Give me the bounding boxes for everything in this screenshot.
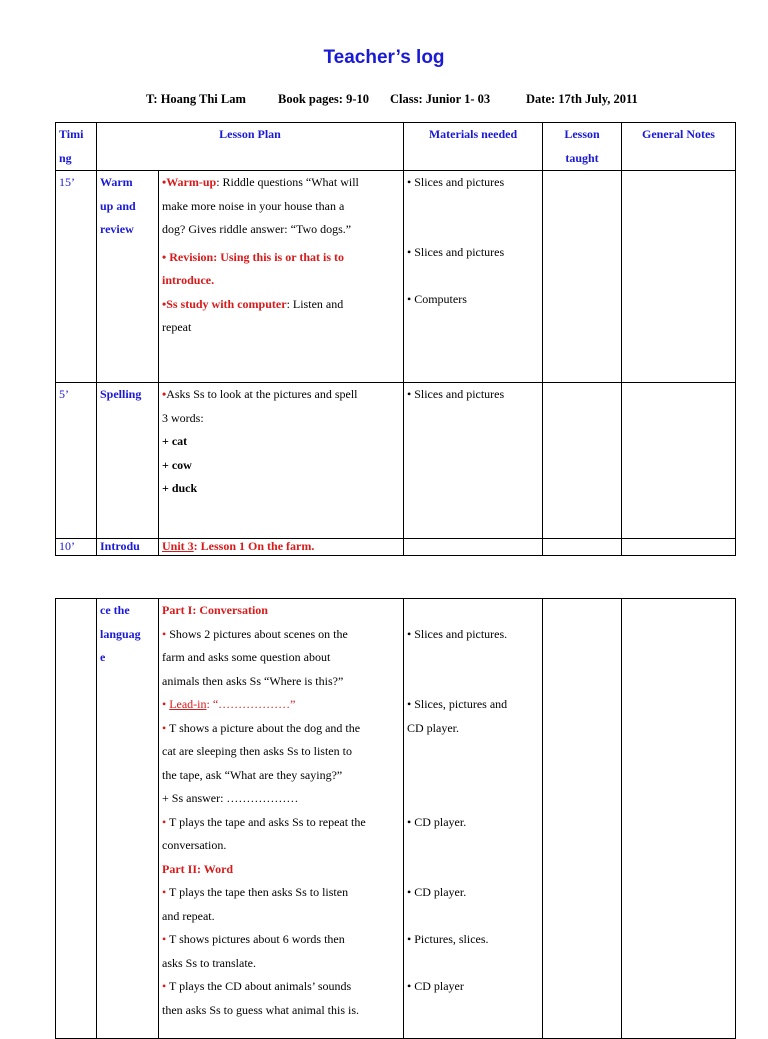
teacher-name: T: Hoang Thi Lam — [146, 92, 246, 106]
header-lesson-taught: Lesson taught — [543, 123, 622, 171]
part2-heading: Part II: Word — [162, 861, 234, 876]
warmup-label: Warm-up — [166, 175, 217, 189]
lesson-table — [55, 122, 736, 556]
materials-cell — [404, 539, 543, 556]
table-header-row — [56, 123, 736, 171]
header-lesson-plan: Lesson Plan — [97, 123, 404, 171]
stage-cell: ce the languag e — [97, 599, 159, 1039]
taught-cell — [543, 171, 622, 383]
revision-text: • Revision: Using this is or that is to — [162, 249, 344, 264]
timing-cell — [56, 599, 97, 1039]
timing-cell: 10’ — [56, 539, 97, 556]
notes-cell — [622, 539, 736, 556]
header-materials: Materials needed — [404, 123, 543, 171]
notes-cell — [622, 383, 736, 539]
plan-cell: •Warm-up: Riddle questions “What will make more noise in your house than a dog? Gives riddle answer: “Two dogs.” • Revision: Using this is or that is to introduce. •Ss study with computer: Listen and repeat — [159, 171, 404, 383]
lesson-table-continued — [55, 598, 736, 1039]
timing-cell: 15’ — [56, 171, 97, 383]
materials-cell: • Slices and pictures • Slices and pictures • Computers — [404, 171, 543, 383]
taught-cell — [543, 599, 622, 1039]
table-row-spelling — [56, 383, 736, 539]
plan-cell: Part I: Conversation • Shows 2 pictures about scenes on the farm and asks some question about animals then asks Ss “Where is this?” • Lead-in: “………………” • T shows a picture about the dog and the cat are sleeping then asks Ss to listen to the tape, ask “What are they saying?” + Ss answer: ……………… • T plays the tape and asks Ss to repeat the conversation. Part II: Word • T plays the tape then asks Ss to listen and repeat. • T shows pictures about 6 words then asks Ss to translate. • T plays the CD about animals’ sounds then asks Ss to guess what animal this is. — [159, 599, 404, 1039]
table-row-intro — [56, 539, 736, 556]
plan-cell: Unit 3: Lesson 1 On the farm. — [159, 539, 404, 556]
lesson-date: Date: 17th July, 2011 — [526, 92, 638, 106]
notes-cell — [622, 599, 736, 1039]
materials-cell: • Slices and pictures. • Slices, pictures and CD player. • CD player. • CD player. • Pictures, slices. • CD player — [404, 599, 543, 1039]
stage-cell: Spelling — [97, 383, 159, 539]
header-general-notes: General Notes — [622, 123, 736, 171]
notes-cell — [622, 171, 736, 383]
materials-cell: • Slices and pictures — [404, 383, 543, 539]
document-title: Teacher’s log — [323, 47, 445, 68]
taught-cell — [543, 539, 622, 556]
computer-label: Ss study with computer — [166, 296, 287, 311]
plan-cell: •Asks Ss to look at the pictures and spell 3 words: + cat + cow + duck — [159, 383, 404, 539]
header-timing: Timi ng — [56, 123, 97, 171]
stage-cell: Warm up and review — [97, 171, 159, 383]
table-row-warmup — [56, 171, 736, 383]
taught-cell — [543, 383, 622, 539]
stage-cell: Introdu — [97, 539, 159, 556]
book-pages: Book pages: 9-10 — [278, 92, 369, 106]
class-name: Class: Junior 1- 03 — [390, 92, 491, 106]
timing-cell: 5’ — [56, 383, 97, 539]
table-row-intro-continued — [56, 599, 736, 1039]
part1-heading: Part I: Conversation — [162, 603, 268, 617]
